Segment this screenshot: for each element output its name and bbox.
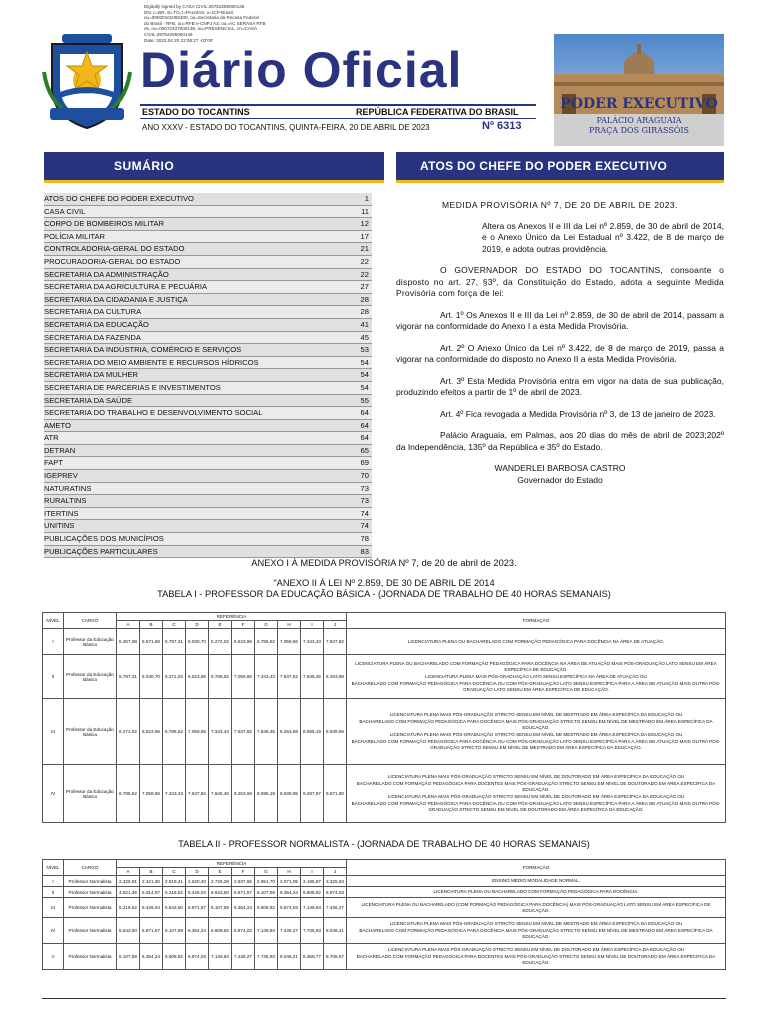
mp-local-data: Palácio Araguaia, em Palmas, aos 20 dias do mês de abril de 2023;202º da Independência, 135º da República e 35º do Estado. — [396, 430, 724, 452]
sumario-item — [44, 546, 372, 559]
sumario-item — [44, 319, 372, 332]
palace-photo — [554, 34, 724, 146]
cell-value: 8.706,57 — [324, 944, 347, 970]
sumario-item-page: 78 — [360, 534, 369, 544]
sumario-item — [44, 357, 372, 370]
sumario-item — [44, 243, 372, 256]
table-row — [43, 898, 726, 918]
cell-formacao — [347, 699, 726, 765]
sumario-item-label: SECRETARIA DA INDÚSTRIA, COMÉRCIO E SERVIÇOS — [44, 345, 242, 355]
cell-value: 6.272,02 — [163, 655, 186, 699]
mp-art3: Art. 3º Esta Medida Provisória entra em vigor na data de sua publicação, produzindo efeitos a partir de 1º de abril de 2023. — [396, 375, 724, 397]
cell-value: 6.786,52 — [163, 699, 186, 765]
cell-value: 8.595,19 — [255, 765, 278, 823]
cell-nivel: V — [43, 944, 64, 970]
sumario-item-label: PUBLICAÇÕES PARTICULARES — [44, 546, 158, 556]
sumario-item-page: 21 — [360, 244, 369, 254]
sumario-item-label: SECRETARIA DA CIDADANIA E JUSTIÇA — [44, 294, 188, 304]
sumario-item-page: 41 — [360, 319, 369, 329]
cell-cargo: Professor Normalista — [64, 898, 117, 918]
cell-value: 6.608,82 — [301, 887, 324, 898]
cell-formacao — [347, 944, 726, 970]
cell-value: 2.951,70 — [255, 876, 278, 887]
cell-nivel: II — [43, 887, 64, 898]
mp-art4: Art. 4º Fica revogada a Medida Provisória nº 3, de 13 de janeiro de 2023. — [440, 408, 716, 419]
header-formacao: FORMAÇÃO — [347, 613, 726, 629]
sumario-item — [44, 457, 372, 470]
header-referencia: REFERÊNCIA — [117, 860, 347, 868]
cell-value: 7.149,84 — [209, 944, 232, 970]
formacao-line: LICENCIATURA PLENA OU BACHARELADO COM FORMAÇÃO PEDAGÓGICA PARA DOCÊNCIA NA ÁREA DE ATUAÇÃO MAIS PÓS-GRADUAÇÃO LATO SENSU EM ÁREA ESPECÍFICA DE EDUCAÇÃO. — [355, 660, 717, 672]
sumario-item-label: ATOS DO CHEFE DO PODER EXECUTIVO — [44, 194, 194, 203]
header-letter: C — [163, 868, 186, 876]
cell-value: 3.325,63 — [324, 876, 347, 887]
cell-value: 6.523,96 — [232, 629, 255, 655]
sumario-item — [44, 382, 372, 395]
sumario-item-label: PUBLICAÇÕES DOS MUNICÍPIOS — [44, 534, 164, 544]
sumario-item-label: FAPT — [44, 458, 63, 468]
formacao-line: BACHARELADO COM FORMAÇÃO PEDAGÓGICA PARA DOCENTES MAIS PÓS-GRADUAÇÃO STRICTO SENSU EM NÍVEL DE DOUTORADO EM ÁREA ESPECÍFICA DA EDUCAÇÃO. — [356, 954, 716, 965]
header-letter: H — [278, 621, 301, 629]
sumario-item-page: 1 — [364, 194, 369, 203]
photo-caption-line2: PRAÇA DOS GIRASSÓIS — [589, 126, 689, 135]
cell-value: 7.436,27 — [278, 918, 301, 944]
cell-value: 2.726,28 — [209, 876, 232, 887]
sumario-item — [44, 193, 372, 206]
sumario-item-label: SECRETARIA DA MULHER — [44, 370, 138, 380]
anexo-heading — [44, 558, 724, 601]
header-letter: G — [255, 868, 278, 876]
sumario-item — [44, 269, 372, 282]
header-letter: J — [324, 868, 347, 876]
formacao-line: BACHARELADO COM FORMAÇÃO PEDAGÓGICA PARA DOCENTES MAIS PÓS-GRADUAÇÃO STRICTO SENSU EM NÍVEL DE DOUTORADO EM ÁREA ESPECÍFICA DA EDUCAÇÃO. — [356, 781, 716, 792]
sumario-list — [44, 193, 372, 558]
sumario-item-label: AMETO — [44, 420, 71, 430]
cell-value: 7.059,66 — [140, 765, 163, 823]
cell-value: 7.059,66 — [278, 629, 301, 655]
sumario-item-page: 55 — [360, 395, 369, 405]
cell-value: 7.637,82 — [186, 765, 209, 823]
cell-value: 6.874,03 — [232, 918, 255, 944]
sumario-item-page: 64 — [360, 433, 369, 443]
cell-value: 6.107,59 — [117, 944, 140, 970]
cell-value: 5.216,52 — [163, 887, 186, 898]
cell-value: 7.436,27 — [232, 944, 255, 970]
formacao-line: LICENCIATURA PLENA MAIS PÓS-GRADUAÇÃO STRICTO SENSU EM NÍVEL DE DOUTORADO EM ÁREA ESPECÍFICA DA EDUCAÇÃO OU — [387, 774, 685, 779]
table-row — [43, 629, 726, 655]
header-letter: J — [324, 621, 347, 629]
header-letter: H — [278, 868, 301, 876]
header-nivel: NÍVEL — [43, 613, 64, 629]
sumario-item-label: POLÍCIA MILITAR — [44, 231, 106, 241]
cell-value: 2.421,30 — [140, 876, 163, 887]
photo-caption-line1: PALÁCIO ARAGUAIA — [596, 116, 682, 125]
newspaper-title: Diário Oficial — [140, 42, 463, 98]
sumario-item-page: 53 — [360, 345, 369, 355]
cell-value: 7.343,43 — [301, 629, 324, 655]
sumario-item-label: ITERTINS — [44, 508, 79, 518]
sumario-item — [44, 495, 372, 508]
cell-value: 8.263,68 — [278, 699, 301, 765]
cell-value: 2.325,81 — [117, 876, 140, 887]
sumario-item-label: SECRETARIA DO MEIO AMBIENTE E RECURSOS HÍDRICOS — [44, 357, 259, 367]
table-row — [43, 876, 726, 887]
sumario-item-label: DETRAN — [44, 445, 76, 455]
cell-value: 3.195,87 — [301, 876, 324, 887]
sumario-item-page: 74 — [360, 508, 369, 518]
cell-nivel: I — [43, 876, 64, 887]
cell-value: 6.354,24 — [232, 898, 255, 918]
cell-value: 8.369,77 — [301, 944, 324, 970]
sumario-item-label: PROCURADORIA-GERAL DO ESTADO — [44, 256, 181, 266]
sumario-item — [44, 508, 372, 521]
formacao-line: LICENCIATURA PLENA MAIS PÓS-GRADUAÇÃO STRICTO SENSU EM NÍVEL DE DOUTORADO EM ÁREA ESPECÍFICA DA EDUCAÇÃO OU — [387, 947, 685, 952]
sumario-item-page: 73 — [360, 496, 369, 506]
formacao-line: LICENCIATURA PLENA OU BACHARELADO COM FORMAÇÃO PEDAGÓGICA PARA DOCÊNCIA NA ÁREA DE ATUAÇÃO. — [407, 638, 665, 644]
cell-value: 8.939,95 — [324, 699, 347, 765]
mp-art2: Art. 2º O Anexo Único da Lei nº 3.422, de 8 de março de 2019, passa a vigorar na conformidade do disposto no Anexo II a esta Medida Provisória. — [396, 342, 724, 364]
cell-value: 5.871,57 — [140, 918, 163, 944]
signer-name: WANDERLEI BARBOSA CASTRO — [494, 463, 626, 473]
cell-formacao — [347, 876, 726, 887]
sumario-item — [44, 256, 372, 269]
cell-value: 7.637,82 — [232, 699, 255, 765]
sumario-item-label: SECRETARIA DO TRABALHO E DESENVOLVIMENTO SOCIAL — [44, 408, 263, 418]
sumario-item-page: 70 — [360, 471, 369, 481]
cell-value: 5.797,31 — [117, 655, 140, 699]
cell-value: 7.945,45 — [301, 655, 324, 699]
salary-table-2 — [42, 859, 726, 970]
sumario-item-page: 27 — [360, 282, 369, 292]
sumario-item — [44, 332, 372, 345]
cell-nivel: II — [43, 655, 64, 699]
sumario-item-label: NATURATINS — [44, 483, 92, 493]
table2-title: TABELA II - PROFESSOR NORMALISTA - (JORNADA DE TRABALHO DE 40 HORAS SEMANAIS) — [178, 839, 590, 849]
header-letter: B — [140, 621, 163, 629]
formacao-line: LICENCIATURA PLENA OU BACHARELADO COM FORMAÇÃO PEDAGÓGICA PARA DOCÊNCIA. — [433, 889, 639, 894]
cell-cargo: Professor Normalista — [64, 876, 117, 887]
sumario-item-page: 69 — [360, 458, 369, 468]
sumario-item — [44, 445, 372, 458]
sumario-item-label: SECRETARIA DA SAÚDE — [44, 395, 133, 405]
sumario-item-page: 22 — [360, 256, 369, 266]
formacao-line: BACHARELADO COM FORMAÇÃO PEDAGÓGICA PARA DOCÊNCIA MAIS PÓS-GRADUAÇÃO STRICTO SENSU EM NÍVEL DE MESTRADO EM ÁREA ESPECÍFICA DA EDUCAÇÃO. — [359, 719, 713, 730]
sumario-item-label: SECRETARIA DA FAZENDA — [44, 332, 141, 342]
photo-caption-title: PODER EXECUTIVO — [560, 96, 718, 112]
header-letter: E — [209, 621, 232, 629]
sumario-item-label: CORPO DE BOMBEIROS MILITAR — [44, 219, 165, 229]
header-divider — [140, 104, 536, 106]
cell-value: 6.523,96 — [186, 655, 209, 699]
table-row — [43, 655, 726, 699]
sumario-item-page: 11 — [361, 206, 369, 216]
cell-value: 5.571,68 — [140, 629, 163, 655]
header-nivel: NÍVEL — [43, 860, 64, 876]
header-divider-2 — [140, 118, 536, 119]
table-row — [43, 918, 726, 944]
salary-table-1 — [42, 612, 726, 823]
cell-value: 5.643,50 — [117, 918, 140, 944]
state-name: ESTADO DO TOCANTINS — [142, 107, 250, 117]
cell-cargo: Professor da Educação Básica — [64, 629, 117, 655]
cell-value: 2.519,41 — [163, 876, 186, 887]
sumario-item-page: 28 — [360, 294, 369, 304]
cell-nivel: III — [43, 898, 64, 918]
cell-value: 7.637,82 — [324, 629, 347, 655]
formacao-line: LICENCIATURA PLENA MAIS PÓS-GRADUAÇÃO LATO SENSU ESPECÍFICA NA ÁREA DE ATUAÇÃO OU — [425, 673, 647, 679]
sumario-item-page: 17 — [360, 231, 369, 241]
sumario-item-label: IGEPREV — [44, 471, 78, 481]
cell-cargo: Professor da Educação Básica — [64, 765, 117, 823]
table-header-row — [43, 613, 726, 621]
sumario-item-page: 64 — [360, 420, 369, 430]
header-letter: C — [163, 621, 186, 629]
cell-value: 8.939,95 — [278, 765, 301, 823]
cell-value: 6.874,03 — [324, 887, 347, 898]
cell-formacao — [347, 655, 726, 699]
cell-value: 7.149,84 — [255, 918, 278, 944]
sumario-item — [44, 483, 372, 496]
cell-cargo: Professor da Educação Básica — [64, 699, 117, 765]
sumario-item-label: CASA CIVIL — [44, 206, 86, 216]
cell-value: 6.608,82 — [255, 898, 278, 918]
sumario-item-label: SECRETARIA DA ADMINISTRAÇÃO — [44, 269, 169, 279]
header-letter: B — [140, 868, 163, 876]
sumario-item-page: 65 — [360, 445, 369, 455]
mp-ementa: Altera os Anexos II e III da Lei nº 2.859, de 30 de abril de 2014, e o Anexo Único da Lei Estadual nº 3.422, de 8 de março de 2019, e adota outras providência. — [482, 220, 724, 254]
sumario-item — [44, 407, 372, 420]
cell-value: 6.608,82 — [209, 918, 232, 944]
header-letter: F — [232, 621, 255, 629]
sumario-item-page: 64 — [360, 408, 369, 418]
cell-value: 6.523,96 — [140, 699, 163, 765]
mp-art1: Art. 1º Os Anexos II e III da Lei nº 2.859, de 30 de abril de 2014, passam a vigorar na conformidade do Anexo I a esta Medida Provisória. — [396, 309, 724, 331]
cell-value: 2.837,65 — [232, 876, 255, 887]
cell-value: 9.297,97 — [301, 765, 324, 823]
sumario-title: SUMÁRIO — [114, 159, 175, 173]
cell-value: 7.945,45 — [209, 765, 232, 823]
cell-value: 6.874,03 — [278, 898, 301, 918]
mp-title: MEDIDA PROVISÓRIA Nº 7, DE 20 DE ABRIL DE 2023. — [441, 200, 679, 210]
cell-value: 4.821,36 — [117, 887, 140, 898]
sumario-item — [44, 306, 372, 319]
sumario-item-label: CONTROLADORIA-GERAL DO ESTADO — [44, 244, 185, 254]
cell-value: 7.436,27 — [324, 898, 347, 918]
cell-value: 6.272,02 — [117, 699, 140, 765]
table-header-row — [43, 860, 726, 868]
sumario-item-page: 54 — [360, 357, 369, 367]
cell-value: 5.216,52 — [117, 898, 140, 918]
cell-nivel: I — [43, 629, 64, 655]
header-letter: E — [209, 868, 232, 876]
formacao-line: LICENCIATURA PLENA MAIS PÓS-GRADUAÇÃO STRICTO SENSU EM NÍVEL DE MESTRADO EM ÁREA ESPECÍFICA DA EDUCAÇÃO OU — [389, 712, 683, 717]
mp-preamble: O GOVERNADOR DO ESTADO DO TOCANTINS, consoante o disposto no art. 27, §3º, da Constituição do Estado, adota a seguinte Medida Provisória com força de lei: — [396, 265, 724, 298]
cell-value: 2.620,20 — [186, 876, 209, 887]
cell-value: 7.059,66 — [232, 655, 255, 699]
digital-signature: Digitally signed by CASA CIVIL:26752295000146 DN: c=BR, st=TO, l=PALMAS, o=ICP-Brasil, ou=00000101065300, ou=Secretaria da Receita Federal do Brasil - RFB, ou=RFB e-CNPJ A3, ou=AC SERASA RFB v5, ou=00072437000138, ou=PRESENCIAL, cn=CASA CIVIL:26752295000146 Date: 2023.04.20 22:08:27 -03'00' — [144, 4, 266, 43]
header-referencia: REFERÊNCIA — [117, 613, 347, 621]
cell-value: 7.343,43 — [255, 655, 278, 699]
cell-formacao — [347, 887, 726, 898]
sumario-item — [44, 294, 372, 307]
cell-value: 5.426,04 — [186, 887, 209, 898]
anexo-line2: "ANEXO II À LEI Nº 2.859, DE 30 DE ABRIL DE 2014 — [273, 577, 495, 588]
sumario-item — [44, 395, 372, 408]
cell-value: 8.046,21 — [278, 944, 301, 970]
sumario-item-page: 22 — [360, 269, 369, 279]
cell-value: 8.595,19 — [301, 699, 324, 765]
cell-value: 6.354,24 — [186, 918, 209, 944]
sumario-item — [44, 206, 372, 219]
header-letter: D — [186, 868, 209, 876]
sumario-item-page: 28 — [360, 307, 369, 317]
sumario-item-label: SECRETARIA DE PARCERIAS E INVESTIMENTOS — [44, 382, 221, 392]
anexo-line1: ANEXO I À MEDIDA PROVISÓRIA Nº 7, de 20 de abril de 2023. — [251, 558, 517, 568]
cell-value: 7.637,82 — [278, 655, 301, 699]
header-formacao: FORMAÇÃO — [347, 860, 726, 876]
cell-value: 5.871,57 — [186, 898, 209, 918]
sumario-item-label: SECRETARIA DA CULTURA — [44, 307, 142, 317]
page-bottom-rule — [42, 998, 726, 999]
header-letter: A — [117, 868, 140, 876]
sumario-item — [44, 470, 372, 483]
formacao-line: LICENCIATURA PLENA MAIS PÓS-GRADUAÇÃO STRICTO SENSU EM NÍVEL DE DOUTORADO EM ÁREA ESPECÍFICA DA EDUCAÇÃO OU — [387, 794, 685, 799]
sumario-header — [44, 152, 384, 183]
cell-value: 7.343,43 — [209, 699, 232, 765]
sumario-item-page: 73 — [360, 483, 369, 493]
sumario-item-page: 12 — [360, 219, 369, 229]
edition-number: Nº 6313 — [482, 120, 522, 132]
formacao-line: ENSINO MÉDIO MODALIDADE NORMAL. — [492, 878, 580, 883]
cell-value: 6.272,02 — [209, 629, 232, 655]
cell-value: 5.426,04 — [140, 898, 163, 918]
cell-nivel: IV — [43, 918, 64, 944]
cell-value: 7.735,93 — [301, 918, 324, 944]
cell-value: 5.797,31 — [163, 629, 186, 655]
header-letter: I — [301, 621, 324, 629]
cell-value: 7.149,84 — [301, 898, 324, 918]
sumario-item-page: 45 — [360, 332, 369, 342]
sumario-item-label: SECRETARIA DA AGRICULTURA E PECUÁRIA — [44, 282, 208, 292]
sumario-item — [44, 218, 372, 231]
header-letter: I — [301, 868, 324, 876]
cell-nivel: III — [43, 699, 64, 765]
table-row — [43, 887, 726, 898]
atos-header — [396, 152, 724, 183]
cell-value: 8.046,21 — [324, 918, 347, 944]
cell-formacao — [347, 898, 726, 918]
sumario-item — [44, 533, 372, 546]
sumario-item — [44, 520, 372, 533]
sumario-item-label: ATR — [44, 433, 59, 443]
cell-value: 5.357,08 — [117, 629, 140, 655]
anexo-line3: TABELA I - PROFESSOR DA EDUCAÇÃO BÁSICA - (JORNADA DE TRABALHO DE 40 HORAS SEMANAIS) — [157, 589, 611, 599]
signer-role: Governador do Estado — [517, 474, 603, 485]
sumario-item-page: 54 — [360, 370, 369, 380]
table-row — [43, 944, 726, 970]
header-letter: F — [232, 868, 255, 876]
cell-value: 7.343,43 — [163, 765, 186, 823]
cell-value: 5.643,50 — [209, 887, 232, 898]
cell-value: 8.263,68 — [324, 655, 347, 699]
cell-cargo: Professor da Educação Básica — [64, 655, 117, 699]
edition-dateline: ANO XXXV - ESTADO DO TOCANTINS, QUINTA-FEIRA, 20 DE ABRIL DE 2023 — [142, 123, 430, 132]
cell-formacao — [347, 918, 726, 944]
sumario-item — [44, 344, 372, 357]
sumario-item-label: UNITINS — [44, 521, 75, 531]
cell-value: 6.874,03 — [186, 944, 209, 970]
sumario-item — [44, 231, 372, 244]
cell-cargo: Professor Normalista — [64, 918, 117, 944]
sumario-item — [44, 369, 372, 382]
cell-value: 5.643,50 — [163, 898, 186, 918]
cell-value: 6.786,52 — [209, 655, 232, 699]
header-letter: D — [186, 621, 209, 629]
cell-value: 6.107,59 — [255, 887, 278, 898]
cell-value: 6.608,82 — [163, 944, 186, 970]
cell-value: 7.945,45 — [255, 699, 278, 765]
sumario-item — [44, 432, 372, 445]
atos-title: ATOS DO CHEFE DO PODER EXECUTIVO — [420, 159, 668, 173]
header-cargo: CARGO — [64, 613, 117, 629]
cell-value: 6.107,59 — [209, 898, 232, 918]
cell-value: 5.871,57 — [232, 887, 255, 898]
formacao-line: BACHARELADO COM FORMAÇÃO PEDAGÓGICA PARA DOCÊNCIA MAIS PÓS-GRADUAÇÃO STRICTO SENSU EM NÍVEL DE MESTRADO EM ÁREA ESPECÍFICA DA EDUCAÇÃO. — [359, 928, 713, 939]
header-letter: G — [255, 621, 278, 629]
cell-value: 7.735,93 — [255, 944, 278, 970]
table-row — [43, 699, 726, 765]
cell-cargo: Professor Normalista — [64, 944, 117, 970]
medida-provisoria-text — [396, 200, 724, 486]
header-cargo: CARGO — [64, 860, 117, 876]
formacao-line: LICENCIATURA PLENA MAIS PÓS-GRADUAÇÃO STRICTO SENSU EM NÍVEL DE MESTRADO EM ÁREA ESPECÍFICA DA EDUCAÇÃO OU — [389, 732, 683, 737]
cell-value: 5.014,97 — [140, 887, 163, 898]
cell-value: 6.786,52 — [117, 765, 140, 823]
sumario-item-page: 83 — [360, 546, 369, 556]
sumario-item-label: SECRETARIA DA EDUCAÇÃO — [44, 319, 149, 329]
header-letter: A — [117, 621, 140, 629]
sumario-item-label: RURALTINS — [44, 496, 87, 506]
cell-value: 9.671,90 — [324, 765, 347, 823]
cell-formacao — [347, 629, 726, 655]
cell-formacao — [347, 765, 726, 823]
formacao-line: LICENCIATURA PLENA OU BACHARELADO (COM FORMAÇÃO PEDAGÓGICA PARA DOCÊNCIA) MAIS PÓS-GRADUAÇÃO LATO SENSU EM ÁREA ESPECÍFICA DE EDUCAÇÃO. — [361, 901, 711, 913]
sumario-item — [44, 420, 372, 433]
cell-value: 7.059,66 — [186, 699, 209, 765]
formacao-line: BACHARELADO COM FORMAÇÃO PEDAGÓGICA PARA DOCÊNCIA OU COM PÓS-GRADUAÇÃO LATO SENSU ESPECÍFICA PARA A ÁREA DE ATUAÇÃO MAIS OUTRA PÓS-GRADUAÇÃO LATO SENSU EM ÁREA ESPECÍFICA DE EDUCAÇÃO. — [351, 680, 721, 692]
state-seal-logo — [42, 32, 132, 130]
sumario-item-page: 74 — [360, 521, 369, 531]
cell-value: 6.030,70 — [186, 629, 209, 655]
cell-value: 6.354,24 — [140, 944, 163, 970]
cell-value: 3.071,05 — [278, 876, 301, 887]
cell-value: 6.030,70 — [140, 655, 163, 699]
cell-cargo: Professor Normalista — [64, 887, 117, 898]
formacao-line: LICENCIATURA PLENA MAIS PÓS-GRADUAÇÃO STRICTO SENSU EM NÍVEL DE MESTRADO EM ÁREA ESPECÍFICA DA EDUCAÇÃO OU — [389, 921, 683, 926]
sumario-item-page: 54 — [360, 382, 369, 392]
republic-name: REPÚBLICA FEDERATIVA DO BRASIL — [356, 107, 519, 117]
formacao-line: BACHARELADO COM FORMAÇÃO PEDAGÓGICA PARA DOCÊNCIA OU COM PÓS-GRADUAÇÃO LATO SENSU ESPECÍFICA PARA A ÁREA DE ATUAÇÃO MAIS OUTRA PÓS-GRADUAÇÃO STRICTO SENSU EM NÍVEL DE MESTRADO EM ÁREA ESPECÍFICA DA EDUCAÇÃO. — [351, 739, 721, 750]
cell-value: 6.107,59 — [163, 918, 186, 944]
cell-value: 6.354,24 — [278, 887, 301, 898]
formacao-line: BACHARELADO COM FORMAÇÃO PEDAGÓGICA PARA DOCÊNCIA OU COM PÓS-GRADUAÇÃO LATO SENSU ESPECÍFICA PARA A ÁREA DE ATUAÇÃO MAIS OUTRA PÓS-GRADUAÇÃO STRICTO SENSU EM NÍVEL DE DOUTORADO EM ÁREA ESPECÍFICA DA EDUCAÇÃO. — [351, 801, 721, 812]
cell-value: 6.786,52 — [255, 629, 278, 655]
cell-nivel: IV — [43, 765, 64, 823]
sumario-item — [44, 281, 372, 294]
cell-value: 8.263,68 — [232, 765, 255, 823]
table-row — [43, 765, 726, 823]
